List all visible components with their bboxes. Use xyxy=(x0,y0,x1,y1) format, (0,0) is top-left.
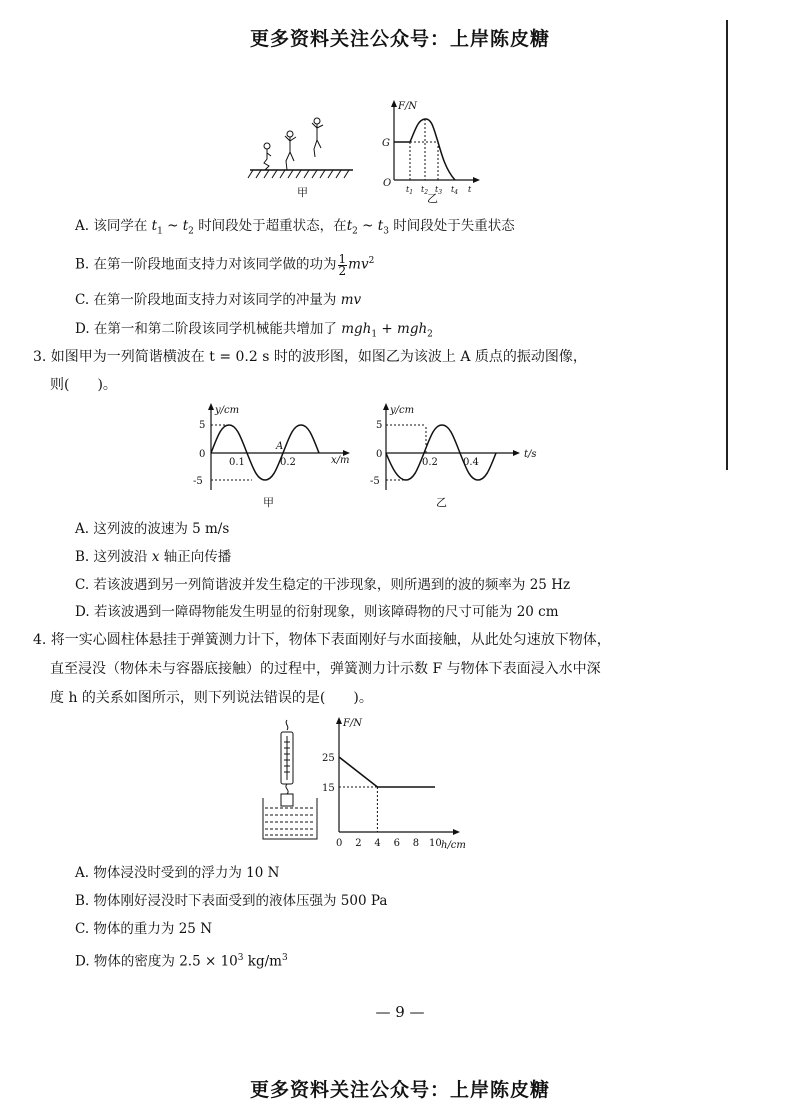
q4-ytick-label: 15 xyxy=(322,783,335,794)
q4-stem-line2: 直至浸没（物体未与容器底接触）的过程中，弹簧测力计示数 F 与物体下表面浸入水中深 xyxy=(50,661,601,677)
q2-option-b: B. 在第一阶段地面支持力对该同学做的功为 $\frac{1}{2}$ $mv^2$ xyxy=(75,251,375,278)
q4-xtick-label: 0 xyxy=(336,838,343,849)
margin-rule xyxy=(726,20,728,470)
q2-tick-t3: $t_3$ xyxy=(435,185,443,196)
q2-option-a: A. 该同学在 $t_1$ ~ $t_2$ 时间段处于超重状态，在$t_2$ ~ $t_3$ 时间段处于失重状态 xyxy=(75,218,515,237)
q3-yi-ylabel: y/cm xyxy=(390,405,415,416)
q3-yi-caption: 乙 xyxy=(436,496,447,509)
q4-chart-ylabel: F/N xyxy=(343,718,363,729)
q3-graph-jia xyxy=(185,400,360,515)
q3-option-b: B. 这列波沿 x 轴正向传播 xyxy=(75,549,232,565)
q2-graph-g-label: G xyxy=(382,138,390,149)
q2-figure-yi xyxy=(372,98,487,203)
q3-yi-t1: 0.2 xyxy=(422,457,438,468)
q3-option-a: A. 这列波的波速为 5 m/s xyxy=(75,521,230,537)
q4-xtick-label: 2 xyxy=(355,838,362,849)
q3-option-d: D. 若该波遇到一障碍物能发生明显的衍射现象，则该障碍物的尺寸可能为 20 cm xyxy=(75,604,559,620)
q2-option-d: D. 在第一和第二阶段该同学机械能共增加了 mgh$_1$ + mgh$_2$ xyxy=(75,321,433,340)
q3-jia-ylabel: y/cm xyxy=(215,405,240,416)
q2-tick-t2: $t_2$ xyxy=(421,185,429,196)
q3-yi-zero: 0 xyxy=(376,449,383,460)
q3-jia-t1: 0.1 xyxy=(229,457,245,468)
q2-yi-caption: 乙 xyxy=(427,192,438,205)
q4-chart-xlabel: h/cm xyxy=(441,840,466,851)
q3-jia-t2: 0.2 xyxy=(280,457,296,468)
q3-jia-top: 5 xyxy=(199,420,206,431)
q3-jia-caption: 甲 xyxy=(263,496,274,509)
q2-graph-ylabel: F/N xyxy=(398,101,418,112)
q4-option-c: C. 物体的重力为 25 N xyxy=(75,921,213,937)
footer-title: 更多资料关注公众号：上岸陈皮糖 xyxy=(249,1079,550,1101)
q4-xtick-label: 6 xyxy=(393,838,400,849)
q4-f-h-chart xyxy=(315,712,475,854)
q3-jia-zero: 0 xyxy=(199,449,206,460)
header-title: 更多资料关注公众号：上岸陈皮糖 xyxy=(249,28,550,50)
q3-yi-xlabel: t/s xyxy=(524,449,537,460)
q2-graph-origin: O xyxy=(383,178,392,189)
q3-jia-bottom: -5 xyxy=(193,476,203,487)
q3-yi-bottom: -5 xyxy=(370,476,380,487)
q4-option-b: B. 物体刚好浸没时下表面受到的液体压强为 500 Pa xyxy=(75,893,388,909)
q4-option-a: A. 物体浸没时受到的浮力为 10 N xyxy=(75,865,280,881)
q3-yi-t2: 0.4 xyxy=(463,457,479,468)
q3-stem-line1: 3. 如图甲为一列简谐横波在 t = 0.2 s 时的波形图，如图乙为该波上 A 质点的振动图像， xyxy=(33,349,587,365)
q2-jia-caption: 甲 xyxy=(297,186,308,199)
q4-xtick-label: 10 xyxy=(429,838,442,849)
q3-graph-yi xyxy=(370,400,545,515)
q2-tick-t4: $t_4$ xyxy=(451,185,459,196)
q3-jia-point-a: A xyxy=(276,441,284,452)
q2-tick-t1: $t_1$ xyxy=(406,185,414,196)
q4-stem-line1: 4. 将一实心圆柱体悬挂于弹簧测力计下，物体下表面刚好与水面接触，从此处匀速放下物体， xyxy=(33,632,611,648)
q4-xtick-label: 4 xyxy=(374,838,381,849)
q3-option-c: C. 若该波遇到另一列简谐波并发生稳定的干涉现象，则所遇到的波的频率为 25 Hz xyxy=(75,577,571,593)
page-number: — 9 — xyxy=(375,1003,425,1021)
q4-stem-line3: 度 h 的关系如图所示，则下列说法错误的是( )。 xyxy=(50,690,373,706)
q3-stem-line2: 则( )。 xyxy=(50,377,117,393)
q4-option-d: D. 物体的密度为 $2.5 \times 10^3$ $kg/m^3$ xyxy=(75,953,288,970)
q4-series-line xyxy=(339,757,435,787)
q2-option-c: C. 在第一阶段地面支持力对该同学的冲量为 mv xyxy=(75,292,362,308)
q4-xtick-label: 8 xyxy=(412,838,420,849)
q2-figure-jia xyxy=(245,112,365,197)
q3-yi-top: 5 xyxy=(376,420,383,431)
q4-ytick-label: 25 xyxy=(322,753,335,764)
q3-jia-xlabel: x/m xyxy=(331,455,350,466)
q2-tick-t: t xyxy=(468,185,472,194)
